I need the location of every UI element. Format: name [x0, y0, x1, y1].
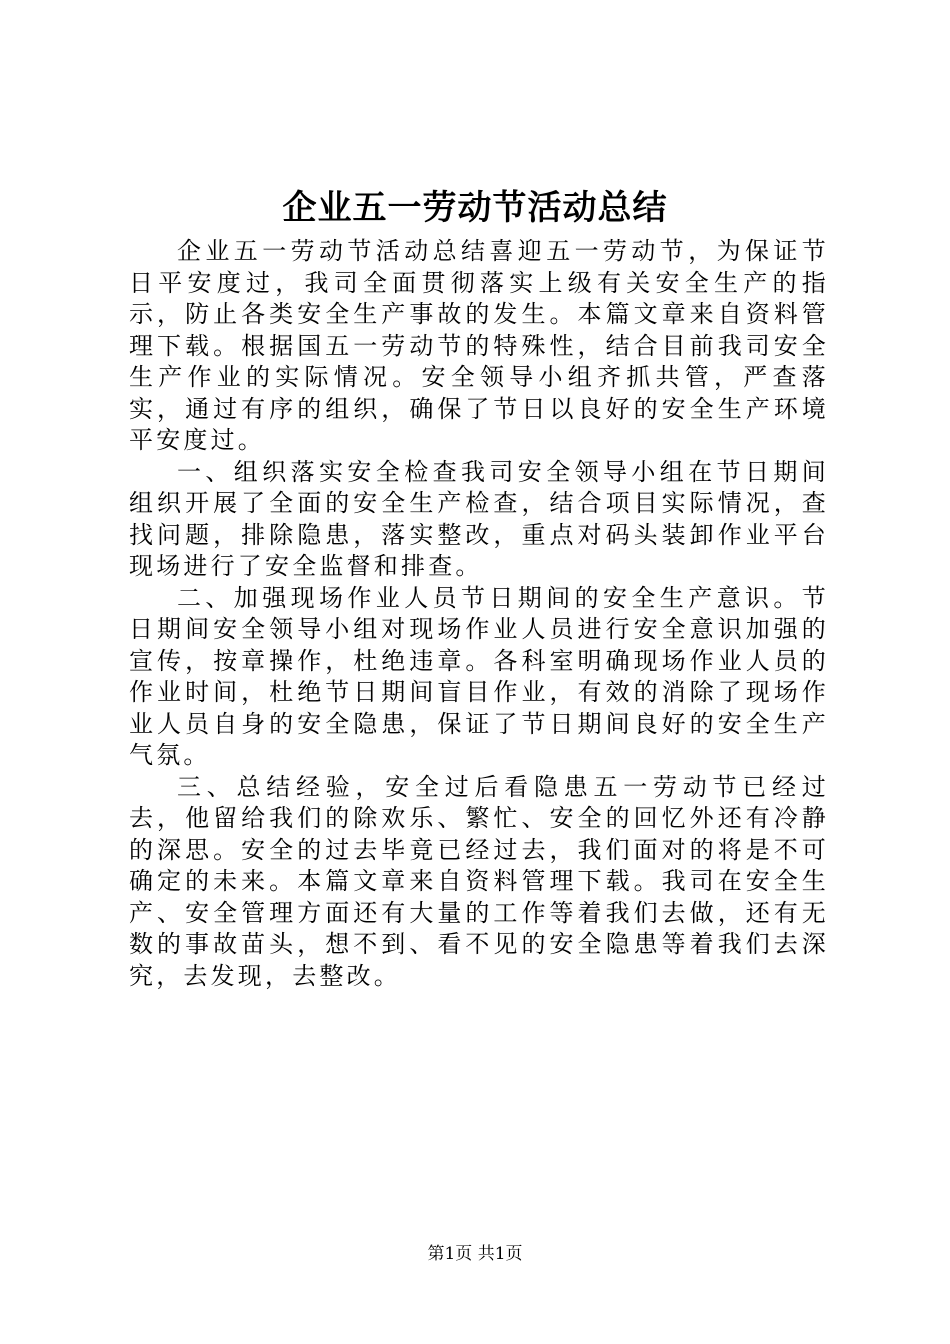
paragraph-intro: 企业五一劳动节活动总结喜迎五一劳动节，为保证节日平安度过，我司全面贯彻落实上级有关安全生产的指示，防止各类安全生产事故的发生。本篇文章来自资料管理下载。根据国五一劳动节的特殊性，结合目前我司安全生产作业的实际情况。安全领导小组齐抓共管，严查落实，通过有序的组织，确保了节日以良好的安全生产环境平安度过。 [129, 237, 829, 454]
document-body [129, 236, 829, 992]
paragraph-safety-awareness: 二、加强现场作业人员节日期间的安全生产意识。节日期间安全领导小组对现场作业人员进行安全意识加强的宣传，按章操作，杜绝违章。各科室明确现场作业人员的作业时间，杜绝节日期间盲目作业，有效的消除了现场作业人员自身的安全隐患，保证了节日期间良好的安全生产气氛。 [129, 583, 829, 769]
page-footer: 第1页 共1页 [427, 1244, 523, 1264]
paragraph-experience-summary: 三、总结经验，安全过后看隐患五一劳动节已经过去，他留给我们的除欢乐、繁忙、安全的回忆外还有冷静的深思。安全的过去毕竟已经过去，我们面对的将是不可确定的未来。本篇文章来自资料管理下载。我司在安全生产、安全管理方面还有大量的工作等着我们去做，还有无数的事故苗头，想不到、看不见的安全隐患等着我们去深究，去发现，去整改。 [129, 772, 829, 990]
paragraph-safety-inspection: 一、组织落实安全检查我司安全领导小组在节日期间组织开展了全面的安全生产检查，结合项目实际情况，查找问题，排除隐患，落实整改，重点对码头装卸作业平台现场进行了安全监督和排查。 [129, 457, 829, 580]
document-title: 企业五一劳动节活动总结 [282, 188, 668, 228]
